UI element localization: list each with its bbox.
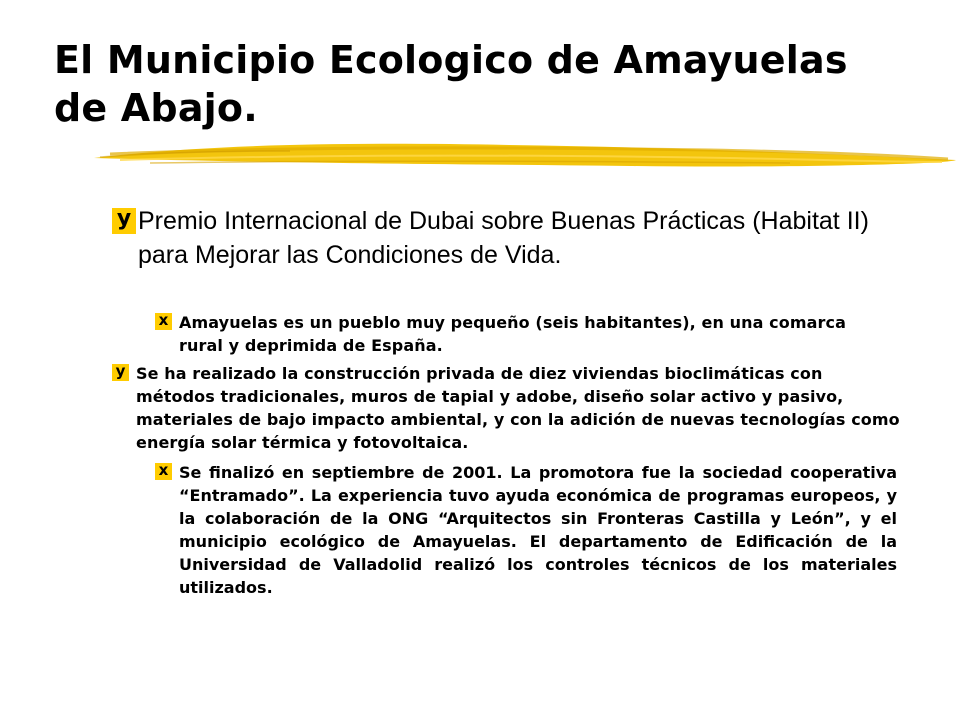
subbullet-item-village (155, 311, 855, 357)
bullet-item-award (112, 204, 872, 272)
bullet-item-construction (112, 362, 902, 454)
bullet-text: Amayuelas es un pueblo muy pequeño (seis habitantes), en una comarca rural y deprimida de España. (179, 313, 847, 355)
bullet-text: Premio Internacional de Dubai sobre Buenas Prácticas (Habitat II) para Mejorar las Condiciones de Vida. (138, 207, 869, 269)
subbullet-item-completion (155, 461, 897, 599)
slide-title: El Municipio Ecologico de Amayuelas de Abajo. (54, 38, 848, 130)
bullet-icon: y (112, 208, 136, 234)
bullet-icon: y (112, 364, 129, 381)
bullet-icon: x (155, 313, 172, 330)
bullet-text: Se ha realizado la construcción privada de diez viviendas bioclimáticas con métodos tradicionales, muros de tapial y adobe, diseño solar activo y pasivo, materiales de bajo impacto ambiental, y con la adición de nuevas tecnologías como energía solar térmica y fotovoltaica. (136, 364, 900, 452)
bullet-icon: x (155, 463, 172, 480)
bullet-text: Se finalizó en septiembre de 2001. La promotora fue la sociedad cooperativa “Entramado”. La experiencia tuvo ayuda económica de programas europeos, y la colaboración de la ONG “Arquitectos sin Fronteras Castilla y León”, y el municipio ecológico de Amayuelas. El departamento de Edificación de la Universidad de Valladolid realizó los controles técnicos de los materiales utilizados. (179, 463, 897, 597)
